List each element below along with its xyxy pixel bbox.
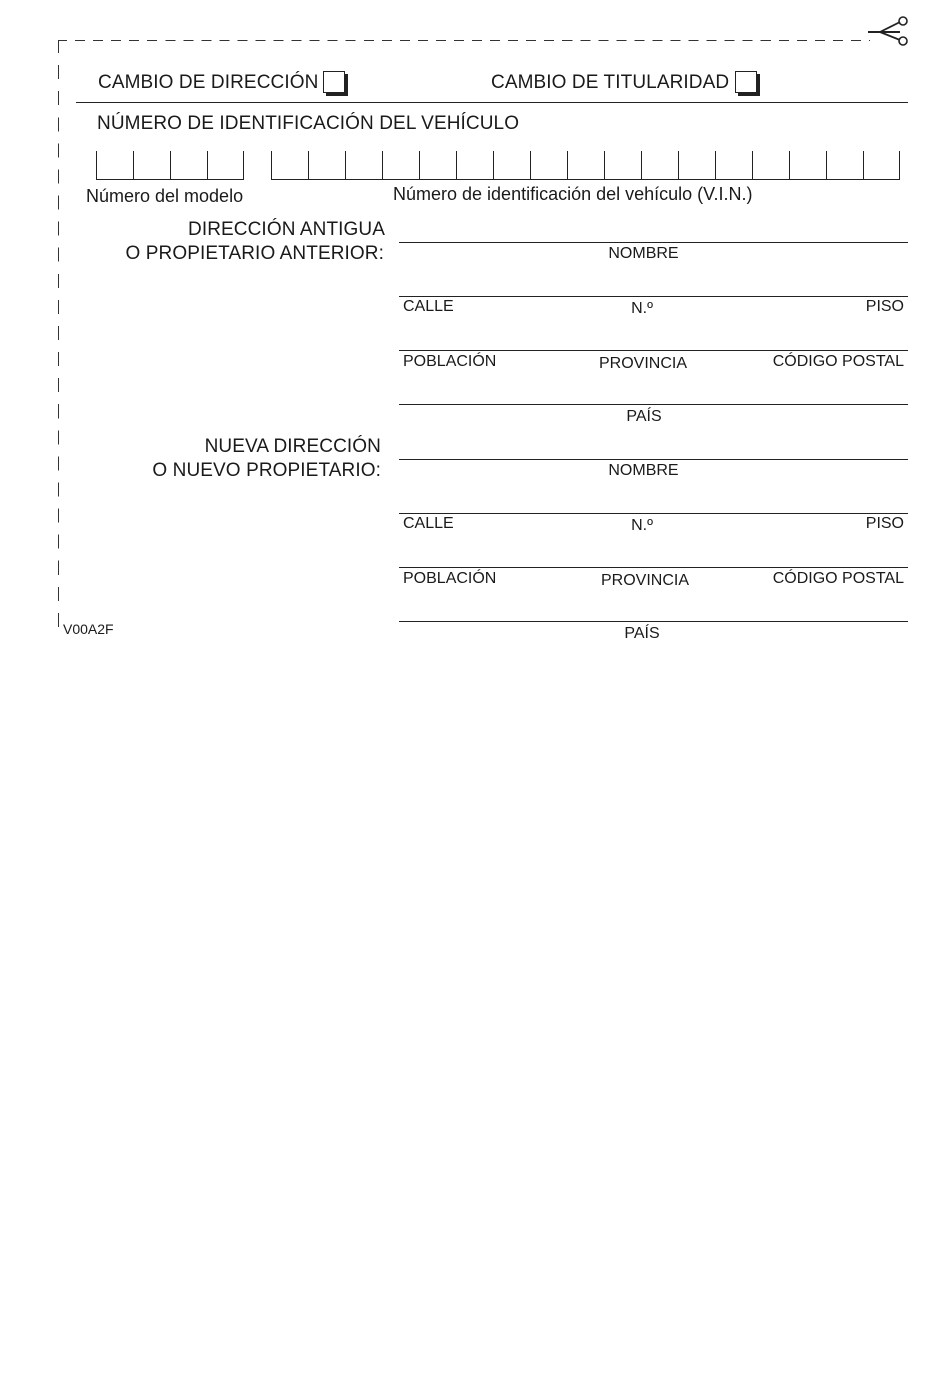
old-name-label: NOMBRE [608,245,679,262]
new-name-label: NOMBRE [608,462,679,479]
model-box[interactable] [170,151,208,180]
scissors-icon [866,16,910,46]
new-country-line[interactable] [399,621,908,622]
new-street-label: CALLE [403,515,454,532]
vin-box[interactable] [826,151,864,180]
model-number-label: Número del modelo [86,186,244,206]
old-country-label: PAÍS [626,408,662,425]
change-owner-label: CAMBIO DE TITULARIDAD [491,72,730,93]
vehicle-section-title: NÚMERO DE IDENTIFICACIÓN DEL VEHÍCULO [97,113,520,134]
model-box[interactable] [207,151,244,180]
model-box-end [243,151,244,179]
model-number-boxes[interactable] [96,151,246,181]
change-owner-checkbox[interactable] [735,71,757,93]
vin-box[interactable] [493,151,531,180]
vin-box[interactable] [789,151,827,180]
vin-box[interactable] [752,151,790,180]
new-heading-line2: O NUEVO PROPIETARIO: [152,460,381,481]
model-box[interactable] [96,151,134,180]
old-name-line[interactable] [399,242,908,243]
new-town-label: POBLACIÓN [403,570,497,587]
new-town-line[interactable] [399,567,908,568]
vin-box[interactable] [863,151,900,180]
vin-box[interactable] [271,151,309,180]
old-province-label: PROVINCIA [598,355,687,372]
vin-box[interactable] [641,151,679,180]
old-heading-line1: DIRECCIÓN ANTIGUA [188,219,385,240]
new-province-label: PROVINCIA [600,572,689,589]
change-address-checkbox[interactable] [323,71,345,93]
old-heading-line2: O PROPIETARIO ANTERIOR: [125,243,384,264]
old-town-line[interactable] [399,350,908,351]
vin-box[interactable] [604,151,642,180]
new-floor-label: PISO [865,515,904,532]
vin-box[interactable] [382,151,420,180]
new-name-line[interactable] [399,459,908,460]
vin-box[interactable] [308,151,346,180]
old-postcode-label: CÓDIGO POSTAL [772,353,904,370]
new-number-label: N.º [631,517,653,534]
vin-box-end [899,151,900,179]
new-heading-line1: NUEVA DIRECCIÓN [204,436,381,457]
vin-label: Número de identificación del vehículo (V.I.N.) [393,184,753,204]
cut-line-left [58,40,59,636]
old-floor-label: PISO [865,298,904,315]
vin-box[interactable] [678,151,716,180]
header-divider [76,102,908,103]
form-code: V00A2F [63,621,114,637]
cut-line-top [58,40,870,41]
new-postcode-label: CÓDIGO POSTAL [772,570,904,587]
old-country-line[interactable] [399,404,908,405]
vin-box[interactable] [567,151,605,180]
model-box[interactable] [133,151,171,180]
vin-box[interactable] [345,151,383,180]
change-address-label: CAMBIO DE DIRECCIÓN [98,72,319,93]
old-number-label: N.º [631,300,653,317]
vin-box[interactable] [419,151,457,180]
vin-box[interactable] [456,151,494,180]
vin-box[interactable] [530,151,568,180]
old-town-label: POBLACIÓN [403,353,497,370]
vin-box[interactable] [715,151,753,180]
old-street-label: CALLE [403,298,454,315]
vin-boxes[interactable] [271,151,903,181]
new-street-line[interactable] [399,513,908,514]
old-street-line[interactable] [399,296,908,297]
new-country-label: PAÍS [624,625,660,642]
